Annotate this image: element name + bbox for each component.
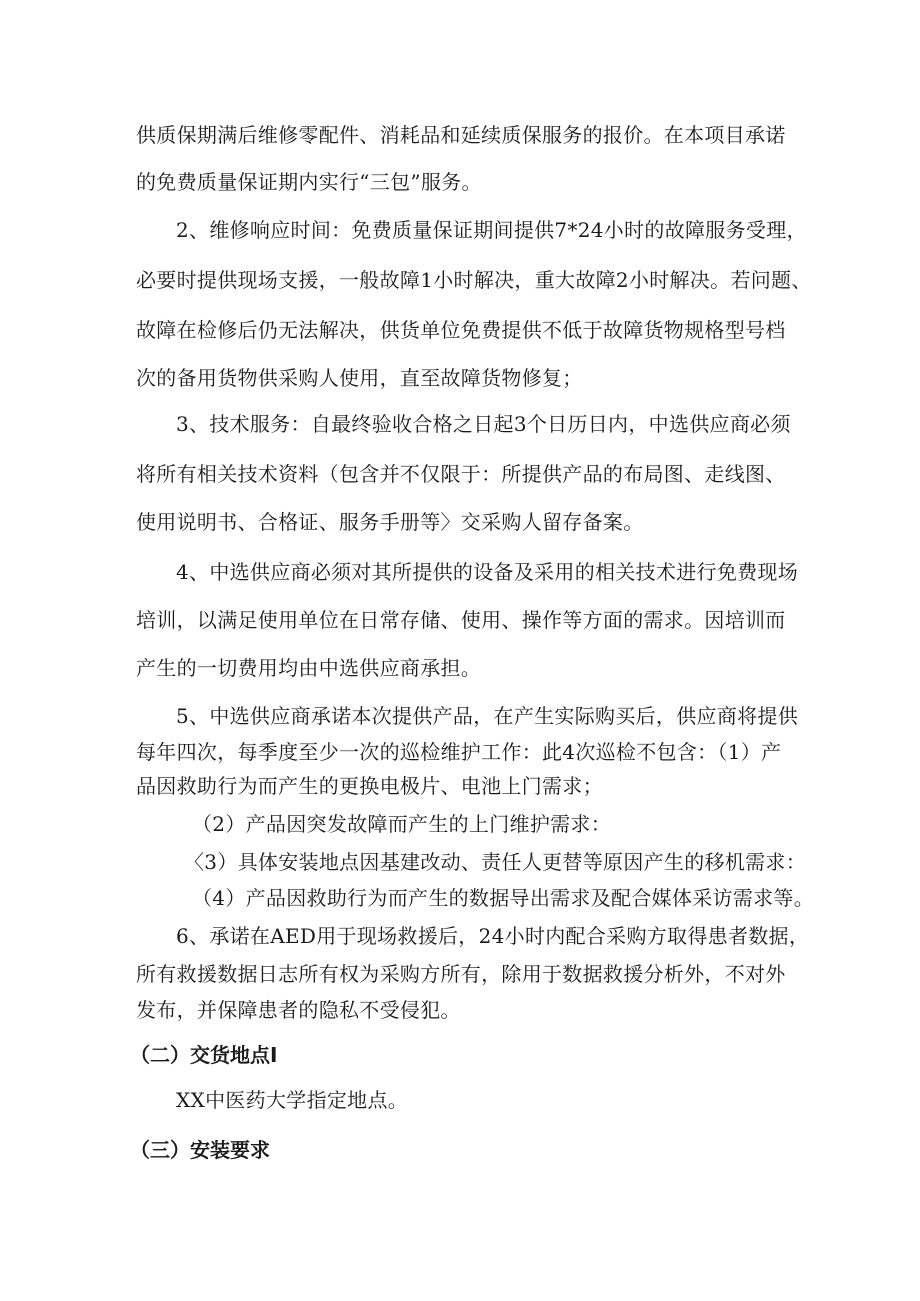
text-line: 产生的一切费用均由中选供应商承担。	[136, 656, 482, 680]
text-line: 故障在检修后仍无法解决，供货单位免费提供不低于故障货物规格型号档	[136, 318, 786, 342]
text-line: 供质保期满后维修零配件、消耗品和延续质保服务的报价。在本项目承诺	[136, 123, 786, 147]
text-line: 所有救援数据日志所有权为采购方所有，除用于数据救援分析外，不对外	[136, 962, 786, 986]
text-line: 2、维修响应时间：免费质量保证期间提供7*24小时的故障服务受理，	[176, 218, 807, 242]
text-line: 4、中选供应商必须对其所提供的设备及采用的相关技术进行免费现场	[176, 560, 799, 584]
text-line: 培训，以满足使用单位在日常存储、使用、操作等方面的需求。因培训而	[136, 608, 786, 632]
section-heading-installation: （三）安装要求	[130, 1138, 270, 1162]
text-line: 次的备用货物供采购人使用，直至故障货物修复；	[136, 366, 583, 390]
section-heading-delivery: （二）交货地点I	[130, 1043, 278, 1067]
text-line: 使用说明书、合格证、服务手册等〉交采购人留存备案。	[136, 510, 644, 534]
delivery-location-text: XX中医药大学指定地点。	[176, 1088, 409, 1112]
text-line: 〈3）具体安装地点因基建改动、责任人更替等原因产生的移机需求：	[184, 850, 807, 874]
text-line: 3、技术服务：自最终验收合格之日起3个日历日内，中选供应商必须	[176, 412, 791, 436]
text-line: 品因救助行为而产生的更换电极片、电池上门需求；	[136, 774, 603, 798]
text-line: 将所有相关技术资料（包含并不仅限于：所提供产品的布局图、走线图、	[136, 462, 786, 486]
text-line: 5、中选供应商承诺本次提供产品，在产生实际购买后，供应商将提供	[176, 704, 799, 728]
text-line: （4）产品因救助行为而产生的数据导出需求及配合媒体采访需求等。	[192, 886, 815, 910]
text-line: 每年四次，每季度至少一次的巡检维护工作：此4次巡检不包含：（1）产	[136, 740, 782, 764]
text-line: 必要时提供现场支援，一般故障1小时解决，重大故障2小时解决。若问题、	[136, 268, 812, 292]
text-line: 的免费质量保证期内实行“三包”服务。	[136, 170, 482, 194]
text-line: 6、承诺在AED用于现场救援后，24小时内配合采购方取得患者数据，	[176, 924, 810, 948]
text-line: 发布，并保障患者的隐私不受侵犯。	[136, 998, 461, 1022]
text-line: （2）产品因突发故障而产生的上门维护需求：	[192, 812, 612, 836]
